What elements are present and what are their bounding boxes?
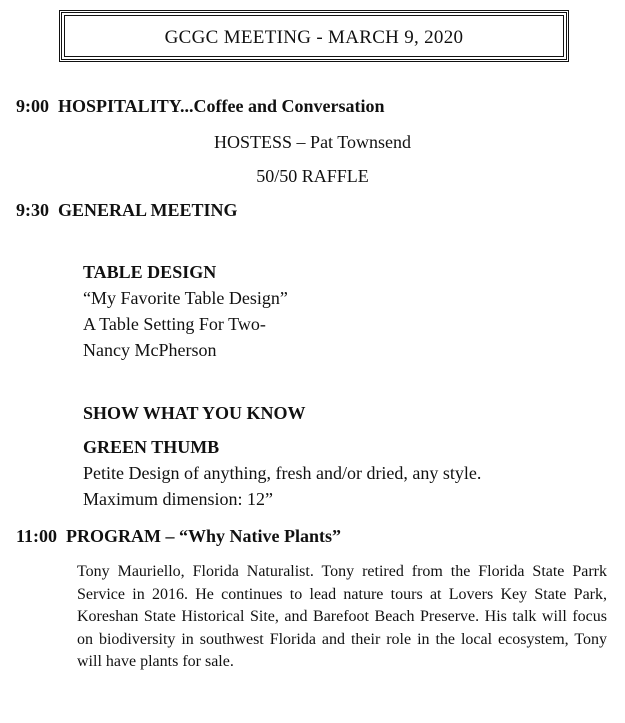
page-title: GCGC MEETING - MARCH 9, 2020: [164, 27, 464, 48]
section-line: Maximum dimension: 12”: [83, 489, 273, 509]
schedule-time: 11:00: [16, 526, 58, 546]
section-line: Petite Design of anything, fresh and/or dried, any style.: [83, 463, 482, 483]
schedule-item-hospitality: [16, 96, 385, 117]
section-heading: TABLE DESIGN: [83, 262, 217, 282]
schedule-heading: PROGRAM – “Why Native Plants”: [66, 526, 341, 546]
raffle-line: 50/50 RAFFLE: [256, 166, 369, 186]
schedule-heading: GENERAL MEETING: [58, 200, 238, 220]
table-design-section: [83, 259, 288, 363]
schedule-heading: HOSPITALITY...Coffee and Conversation: [58, 96, 385, 116]
hostess-line: HOSTESS – Pat Townsend: [214, 132, 411, 152]
green-thumb-section: [83, 434, 481, 512]
program-description: Tony Mauriello, Florida Naturalist. Tony retired from the Florida State Parrk Service in 2016. He continues to lead nature tours at Lovers Key State Park, Koreshan State Historical Site, and Barefoot Beach Preserve. His talk will focus on biodiversity in southwest Florida and their role in the local ecosystem, Tony will have plants for sale.: [77, 563, 607, 670]
schedule-item-program: [16, 526, 341, 547]
schedule-item-general-meeting: [16, 200, 238, 221]
title-box: [59, 10, 569, 62]
section-line: “My Favorite Table Design”: [83, 288, 288, 308]
section-line: Nancy McPherson: [83, 340, 217, 360]
section-line: A Table Setting For Two-: [83, 314, 266, 334]
schedule-time: 9:30: [16, 200, 49, 220]
schedule-time: 9:00: [16, 96, 49, 116]
section-heading: GREEN THUMB: [83, 437, 220, 457]
show-what-you-know-heading: SHOW WHAT YOU KNOW: [83, 403, 306, 423]
